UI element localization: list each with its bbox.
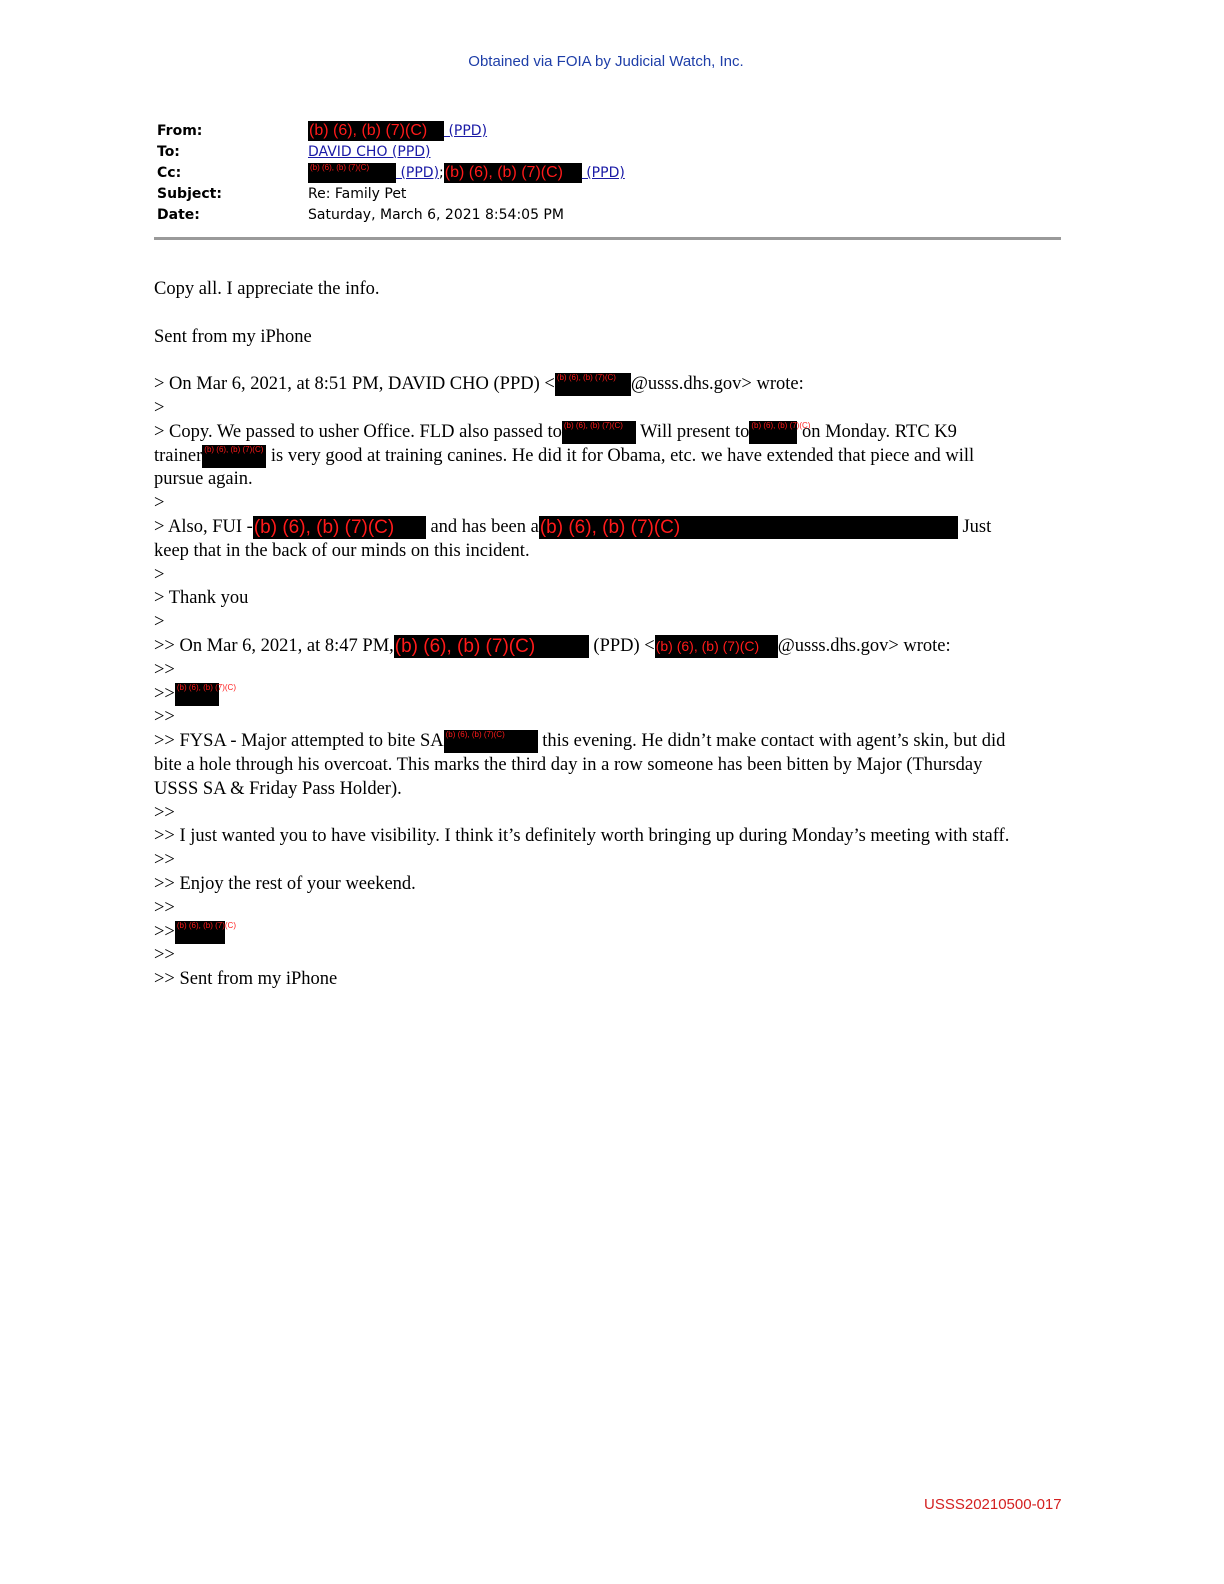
redaction-box: (b) (6), (b) (7)(C) bbox=[253, 516, 426, 539]
quote-text: @usss.dhs.gov> wrote: bbox=[777, 635, 951, 656]
quote-text: and has been a bbox=[425, 516, 539, 537]
redaction-box: (b) (6), (b) (7)(C) bbox=[539, 516, 958, 539]
quote-line: > Thank you bbox=[154, 588, 249, 609]
subject-value: Re: Family Pet bbox=[308, 186, 407, 202]
redaction-box: (b) (6), (b) (7)(C) bbox=[555, 373, 631, 396]
quote-text: > Also, FUI - bbox=[154, 516, 253, 537]
quote-text: >> bbox=[154, 921, 175, 942]
from-label: From: bbox=[157, 123, 203, 139]
header-divider bbox=[154, 237, 1061, 240]
quote-line: >> I just wanted you to have visibility. I think it’s definitely worth bringing up during Monday’s meeting with staff. bbox=[154, 826, 1010, 847]
from-value bbox=[308, 121, 487, 142]
quote-line: >> Enjoy the rest of your weekend. bbox=[154, 873, 416, 894]
redaction-box: (b) (6), (b) (7)(C) bbox=[655, 635, 778, 658]
blank-line bbox=[154, 302, 1054, 326]
date-value: Saturday, March 6, 2021 8:54:05 PM bbox=[308, 207, 564, 223]
quote-line: >> bbox=[154, 659, 175, 680]
blank-line bbox=[154, 349, 1054, 373]
quote-line bbox=[154, 445, 1054, 469]
quote-line: > bbox=[154, 397, 165, 418]
quote-line bbox=[154, 730, 1054, 754]
quote-line bbox=[154, 373, 1054, 397]
quote-text: is very good at training canines. He did it for Obama, etc. we have extended that piece and will bbox=[266, 445, 975, 466]
redaction-box: (b) (6), (b) (7)(C) bbox=[444, 730, 538, 753]
quote-line: >> bbox=[154, 945, 175, 966]
quote-line: bite a hole through his overcoat. This marks the third day in a row someone has been bitten by Major (Thursday bbox=[154, 754, 983, 775]
redaction-box: (b) (6), (b) (7)(C) bbox=[394, 635, 589, 658]
date-label: Date: bbox=[157, 207, 200, 223]
cc-link-2[interactable]: (PPD) bbox=[581, 165, 625, 181]
quote-line bbox=[154, 683, 1054, 707]
redaction-box: (b) (6), (b) (7)(C) bbox=[175, 921, 225, 944]
cc-separator: ; bbox=[439, 165, 444, 181]
quote-line: >> Sent from my iPhone bbox=[154, 969, 338, 990]
quote-text: > Copy. We passed to usher Office. FLD also passed to bbox=[154, 421, 562, 442]
quote-line: > bbox=[154, 564, 165, 585]
redaction-box: (b) (6), (b) (7)(C) bbox=[175, 683, 219, 706]
bates-number: USSS20210500-017 bbox=[924, 1496, 1062, 1513]
from-link[interactable]: (PPD) bbox=[444, 123, 488, 139]
quote-line: keep that in the back of our minds on this incident. bbox=[154, 540, 530, 561]
quote-line: >> bbox=[154, 802, 175, 823]
cc-link-1[interactable]: (PPD) bbox=[396, 165, 440, 181]
quote-line: USSS SA & Friday Pass Holder). bbox=[154, 778, 402, 799]
quote-line: pursue again. bbox=[154, 469, 253, 490]
redaction-box: (b) (6), (b) (7)(C) bbox=[308, 121, 444, 141]
email-body bbox=[154, 278, 1054, 992]
quote-text: >> bbox=[154, 683, 175, 704]
cc-label: Cc: bbox=[157, 165, 182, 181]
redaction-box: (b) (6), (b) (7)(C) bbox=[562, 421, 636, 444]
quote-line: >> bbox=[154, 897, 175, 918]
redaction-box: (b) (6), (b) (7)(C) bbox=[308, 163, 396, 183]
quote-text: on Monday. RTC K9 bbox=[797, 421, 957, 442]
quote-line: >> bbox=[154, 850, 175, 871]
to-link[interactable]: DAVID CHO (PPD) bbox=[308, 144, 431, 160]
quote-line: > bbox=[154, 612, 165, 633]
redaction-box: (b) (6), (b) (7)(C) bbox=[444, 163, 582, 183]
redaction-box: (b) (6), (b) (7)(C) bbox=[202, 445, 266, 468]
quote-text: this evening. He didn’t make contact with agent’s skin, but did bbox=[537, 731, 1006, 752]
body-line: Copy all. I appreciate the info. bbox=[154, 279, 380, 299]
quote-text: @usss.dhs.gov> wrote: bbox=[630, 374, 804, 395]
to-label: To: bbox=[157, 144, 180, 160]
quote-text: > On Mar 6, 2021, at 8:51 PM, DAVID CHO (PPD) < bbox=[154, 374, 555, 395]
quote-text: Just bbox=[957, 516, 992, 537]
quote-line bbox=[154, 635, 1054, 659]
quote-line: >> bbox=[154, 707, 175, 728]
quote-text: (PPD) < bbox=[588, 635, 655, 656]
quote-line bbox=[154, 921, 1054, 945]
quote-line: > bbox=[154, 493, 165, 514]
quote-line bbox=[154, 421, 1054, 445]
body-line: Sent from my iPhone bbox=[154, 326, 312, 347]
quote-text: trainer bbox=[154, 445, 203, 466]
quote-text: >> FYSA - Major attempted to bite SA bbox=[154, 731, 444, 752]
quote-line bbox=[154, 516, 1054, 540]
foia-watermark: Obtained via FOIA by Judicial Watch, Inc. bbox=[468, 53, 744, 70]
subject-label: Subject: bbox=[157, 186, 222, 202]
quote-text: Will present to bbox=[635, 421, 750, 442]
cc-value bbox=[308, 163, 625, 184]
redaction-box: (b) (6), (b) (7)(C) bbox=[749, 421, 797, 444]
quote-text: >> On Mar 6, 2021, at 8:47 PM, bbox=[154, 635, 394, 656]
